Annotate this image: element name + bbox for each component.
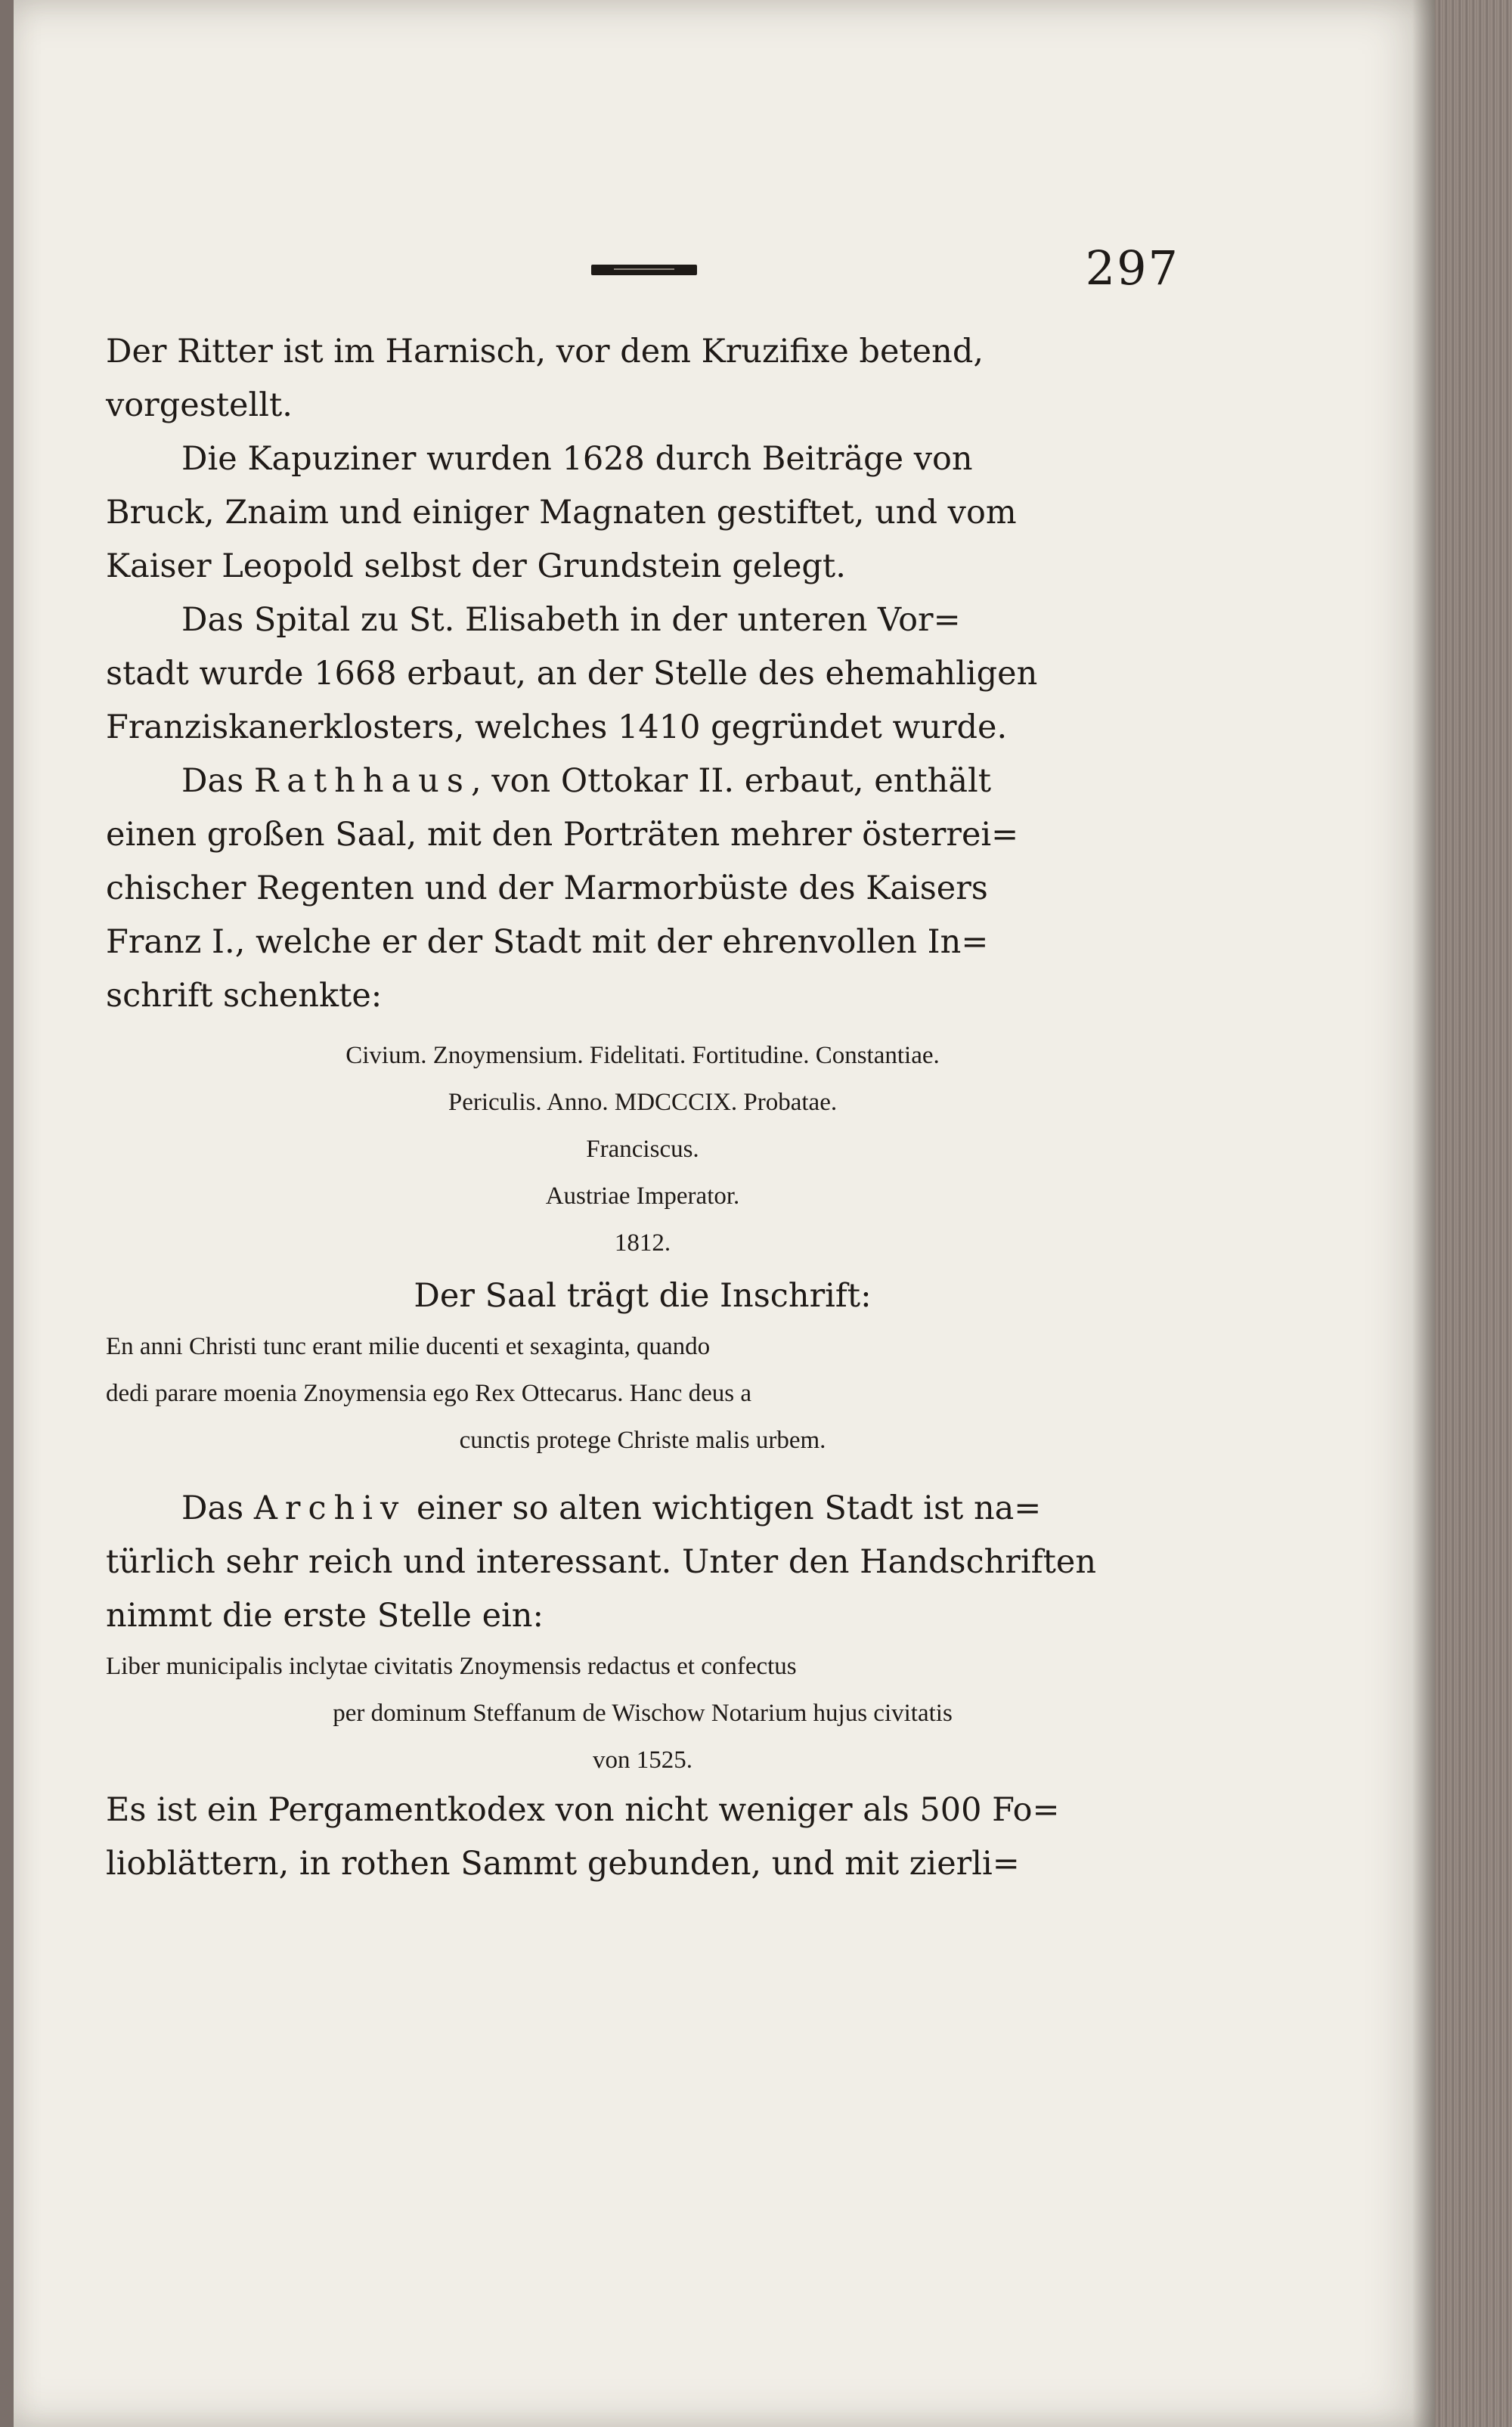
text-line: Der Ritter ist im Harnisch, vor dem Kruzifixe betend, [106,333,984,370]
latin-inscription-line: En anni Christi tunc erant milie ducenti et sexaginta, quando [106,1333,711,1360]
latin-inscription-line: dedi parare moenia Znoymensia ego Rex Ottecarus. Hanc deus a [106,1380,752,1407]
inscription-line: Civium. Znoymensium. Fidelitati. Fortitudine. Constantiae. [345,1042,940,1069]
text-line: lioblättern, in rothen Sammt gebunden, und mit zierli= [106,1845,1020,1883]
liber-title-line: Liber municipalis inclytae civitatis Znoymensis redactus et confectus [106,1653,797,1680]
text-line: Es ist ein Pergamentkodex von nicht weniger als 500 Fo= [106,1791,1060,1829]
text-line: , von Ottokar II. erbaut, enthält [470,762,992,800]
text-line: Franziskanerklosters, welches 1410 gegründet wurde. [106,708,1008,746]
page-number: 297 [1085,240,1179,296]
text-line: Das Spital zu St. Elisabeth in der unteren Vor= [181,601,961,639]
emphasis-rathhaus: Rathhaus [253,762,471,800]
text-line: Die Kapuziner wurden 1628 durch Beiträge von [181,440,973,478]
text-line: Bruck, Znaim und einiger Magnaten gestiftet, und vom [106,494,1017,532]
text-line: nimmt die erste Stelle ein: [106,1597,544,1635]
text-line: Das [181,762,244,800]
paragraph-archiv [106,1482,1179,1643]
paragraph-kapuziner [106,432,1179,594]
inscription-line: Periculis. Anno. MDCCCIX. Probatae. [448,1089,838,1116]
paragraph-spital [106,594,1179,755]
paragraph-closing [106,1784,1179,1891]
liber-title-line: per dominum Steffanum de Wischow Notarium hujus civitatis [333,1700,953,1727]
text-line: Das [181,1489,244,1527]
liber-title-line: von 1525. [593,1747,692,1774]
text-line: einer so alten wichtigen Stadt ist na= [416,1489,1042,1527]
text-line: einen großen Saal, mit den Porträten mehrer österrei= [106,816,1019,854]
paragraph-ritter [106,325,1179,432]
latin-inscription-line: cunctis protege Christe malis urbem. [459,1427,826,1454]
spacer [106,1464,1179,1482]
saal-heading: Der Saal trägt die Inschrift: [414,1277,872,1315]
inscription-date: 1812. [614,1229,671,1257]
text-line: Kaiser Leopold selbst der Grundstein gelegt. [106,547,846,585]
page-body [106,325,1179,1891]
emphasis-archiv: Archiv [253,1489,407,1527]
header-rule [591,265,697,275]
book-fore-edge [1435,0,1512,2427]
text-line: chischer Regenten und der Marmorbüste des Kaisers [106,869,988,907]
inscription-line: Austriae Imperator. [545,1183,740,1210]
paragraph-rathhaus [106,755,1179,1023]
text-line: Franz I., welche er der Stadt mit der ehrenvollen In= [106,923,989,961]
text-line: türlich sehr reich und interessant. Unter den Handschriften [106,1543,1097,1581]
inscription-line: Franciscus. [586,1136,699,1163]
text-line: vorgestellt. [106,386,293,424]
text-line: stadt wurde 1668 erbaut, an der Stelle des ehemahligen [106,655,1038,693]
text-line: schrift schenkte: [106,977,383,1015]
